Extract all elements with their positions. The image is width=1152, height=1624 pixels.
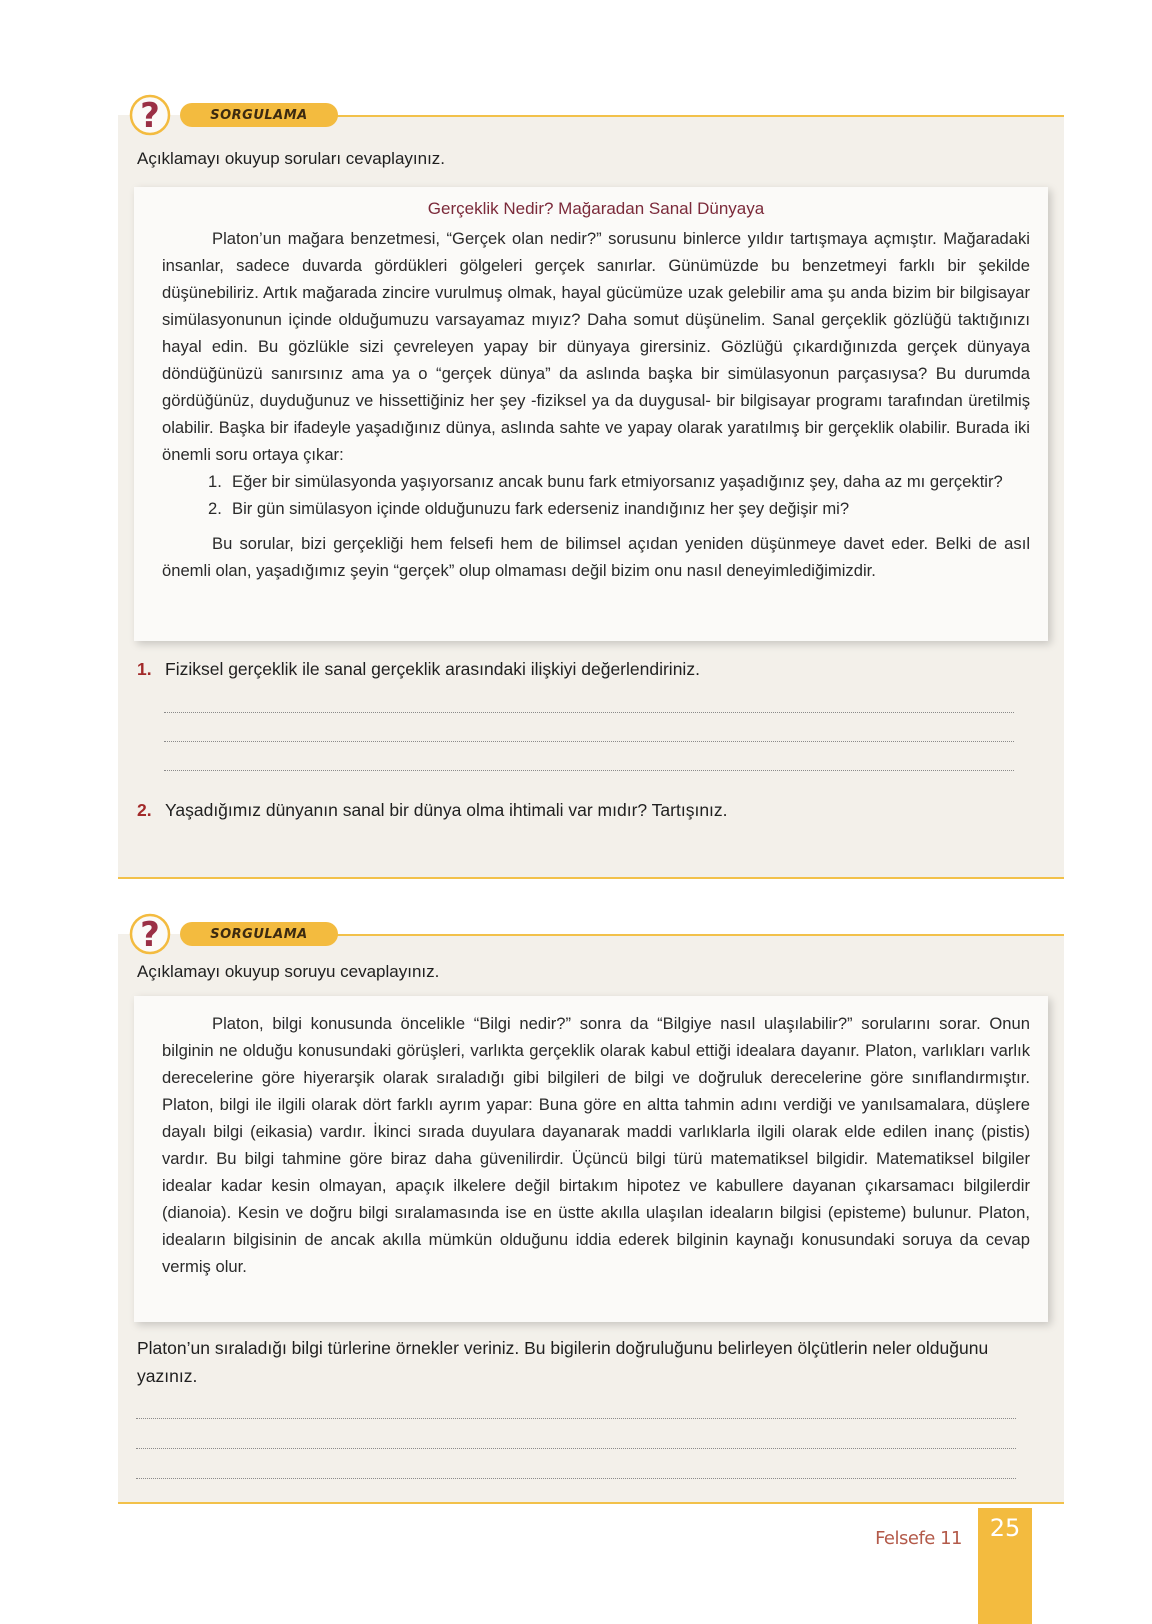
book-title: Felsefe 11 [875, 1528, 962, 1549]
answer-line[interactable] [164, 712, 1014, 713]
answer-line[interactable] [136, 1418, 1016, 1419]
svg-text:?: ? [140, 915, 160, 955]
page-number-tab [978, 1508, 1032, 1624]
section-top-rule [238, 115, 1064, 117]
sorgulama-section-2 [118, 915, 1064, 1504]
card-paragraph: Bu sorular, bizi gerçekliği hem felsefi hem de bilimsel açıdan yeniden düşünmeye davet eder. Belki de asıl önemli olan, yaşadığımız şeyin “gerçek” olup olmaması değil bizim onu nasıl deneyimlediğimizdir. [162, 534, 1030, 580]
reading-card [134, 187, 1048, 641]
reading-card [134, 996, 1048, 1322]
list-item: 1. Eğer bir simülasyonda yaşıyorsanız ancak bunu fark etmiyorsanız yaşadığınız şey, daha az mı gerçektir? [208, 472, 1003, 491]
answer-line[interactable] [136, 1478, 1016, 1479]
card-question-list [162, 468, 1030, 522]
card-title: Gerçeklik Nedir? Mağaradan Sanal Dünyaya [427, 199, 765, 218]
sorgulama-section-1 [118, 96, 1064, 879]
question-1: 1. Fiziksel gerçeklik ile sanal gerçeklik arasındaki ilişkiyi değerlendiriniz. [137, 659, 700, 679]
instruction-text: Açıklamayı okuyup soruyu cevaplayınız. [137, 962, 440, 981]
question-mark-icon [126, 910, 174, 958]
card-paragraph: Platon, bilgi konusunda öncelikle “Bilgi nedir?” sonra da “Bilgiye nasıl ulaşılabilir?” sorularını sorar. Onun bilginin ne olduğu konusundaki görüşleri, varlıkta gerçeklik olarak kabul ettiği idealara dayanır. Platon, varlıkları varlık derecelerine göre hiyerarşik olarak sıraladığı gibi bilgileri de bilgi ve doğruluk derecelerine göre sınıflandırmıştır. Platon, bilgi ile ilgili olarak dört farklı ayrım yapar: Buna göre en altta tahmin adını verdiği ve yanılsamalara, düşlere dayalı bilgi (eikasia) vardır. İkinci sırada duyulara dayanarak maddi varlıklarla ilgili olarak elde edilen inanç (pistis) vardır. Bu bilgi tahmine göre biraz daha güvenilirdir. Üçüncü bilgi türü matematiksel bilgidir. Matematiksel bilgiler idealar kadar kesin olmayan, apaçık ilkelere değil birtakım hipotez ve kabullere dayanan çıkarsamacı bilgilerdir (dianoia). Kesin ve doğru bilgi sıralamasında ise en üstte akılla ulaşılan ideaların bilgisi (episteme) bulunur. Platon, ideaların bilgisinin de ancak akılla mümkün olduğunu iddia ederek bilginin kaynağı konusundaki soruya da cevap vermiş olur. [162, 1014, 1030, 1276]
sorgulama-tag: SORGULAMA [180, 922, 338, 946]
question-2: 2. Yaşadığımız dünyanın sanal bir dünya olma ihtimali var mıdır? Tartışınız. [137, 800, 728, 820]
question-text: Platon’un sıraladığı bilgi türlerine örnekler veriniz. Bu bigilerin doğruluğunu belirleyen ölçütlerin neler olduğunu yazınız. [137, 1338, 989, 1386]
question-mark-icon [126, 91, 174, 139]
list-item: 2. Bir gün simülasyon içinde olduğunuzu fark ederseniz inandığınız her şey değişir mi? [208, 499, 850, 518]
sorgulama-tag: SORGULAMA [180, 103, 338, 127]
page-number: 25 [989, 1514, 1021, 1542]
instruction-text: Açıklamayı okuyup soruları cevaplayınız. [137, 149, 446, 168]
answer-line[interactable] [164, 770, 1014, 771]
card-paragraph: Platon’un mağara benzetmesi, “Gerçek olan nedir?” sorusunu binlerce yıldır tartışmaya açmıştır. Mağaradaki insanlar, sadece duvarda gördükleri gölgeleri gerçek sanırlar. Günümüzde bu benzetmeyi farklı bir şekilde düşünebiliriz. Artık mağarada zincire vurulmuş olmak, hayal gücümüze uzak gelebilir ama şu anda bizim bir bilgisayar simülasyonunun içinde olduğumuzu varsayamaz mıyız? Daha somut düşünelim. Sanal gerçeklik gözlüğü taktığınızı hayal edin. Bu gözlükle sizi çevreleyen yapay bir dünyaya girersiniz. Gözlüğü çıkardığınızda gerçek dünyaya döndüğünüzü sanırsınız ama ya o “gerçek dünya” da aslında başka bir simülasyonun parçasıysa? Bu durumda gördüğünüz, duyduğunuz ve hissettiğiniz her şey -fiziksel ya da duygusal- bir bilgisayar programı tarafından üretilmiş olabilir. Başka bir ifadeyle yaşadığınız dünya, aslında sahte ve yapay olarak yaratılmış bir gerçeklik olabilir. Burada iki önemli soru ortaya çıkar: [162, 229, 1030, 464]
svg-text:?: ? [140, 96, 160, 136]
answer-line[interactable] [136, 1448, 1016, 1449]
answer-line[interactable] [164, 741, 1014, 742]
section-top-rule [238, 934, 1064, 936]
